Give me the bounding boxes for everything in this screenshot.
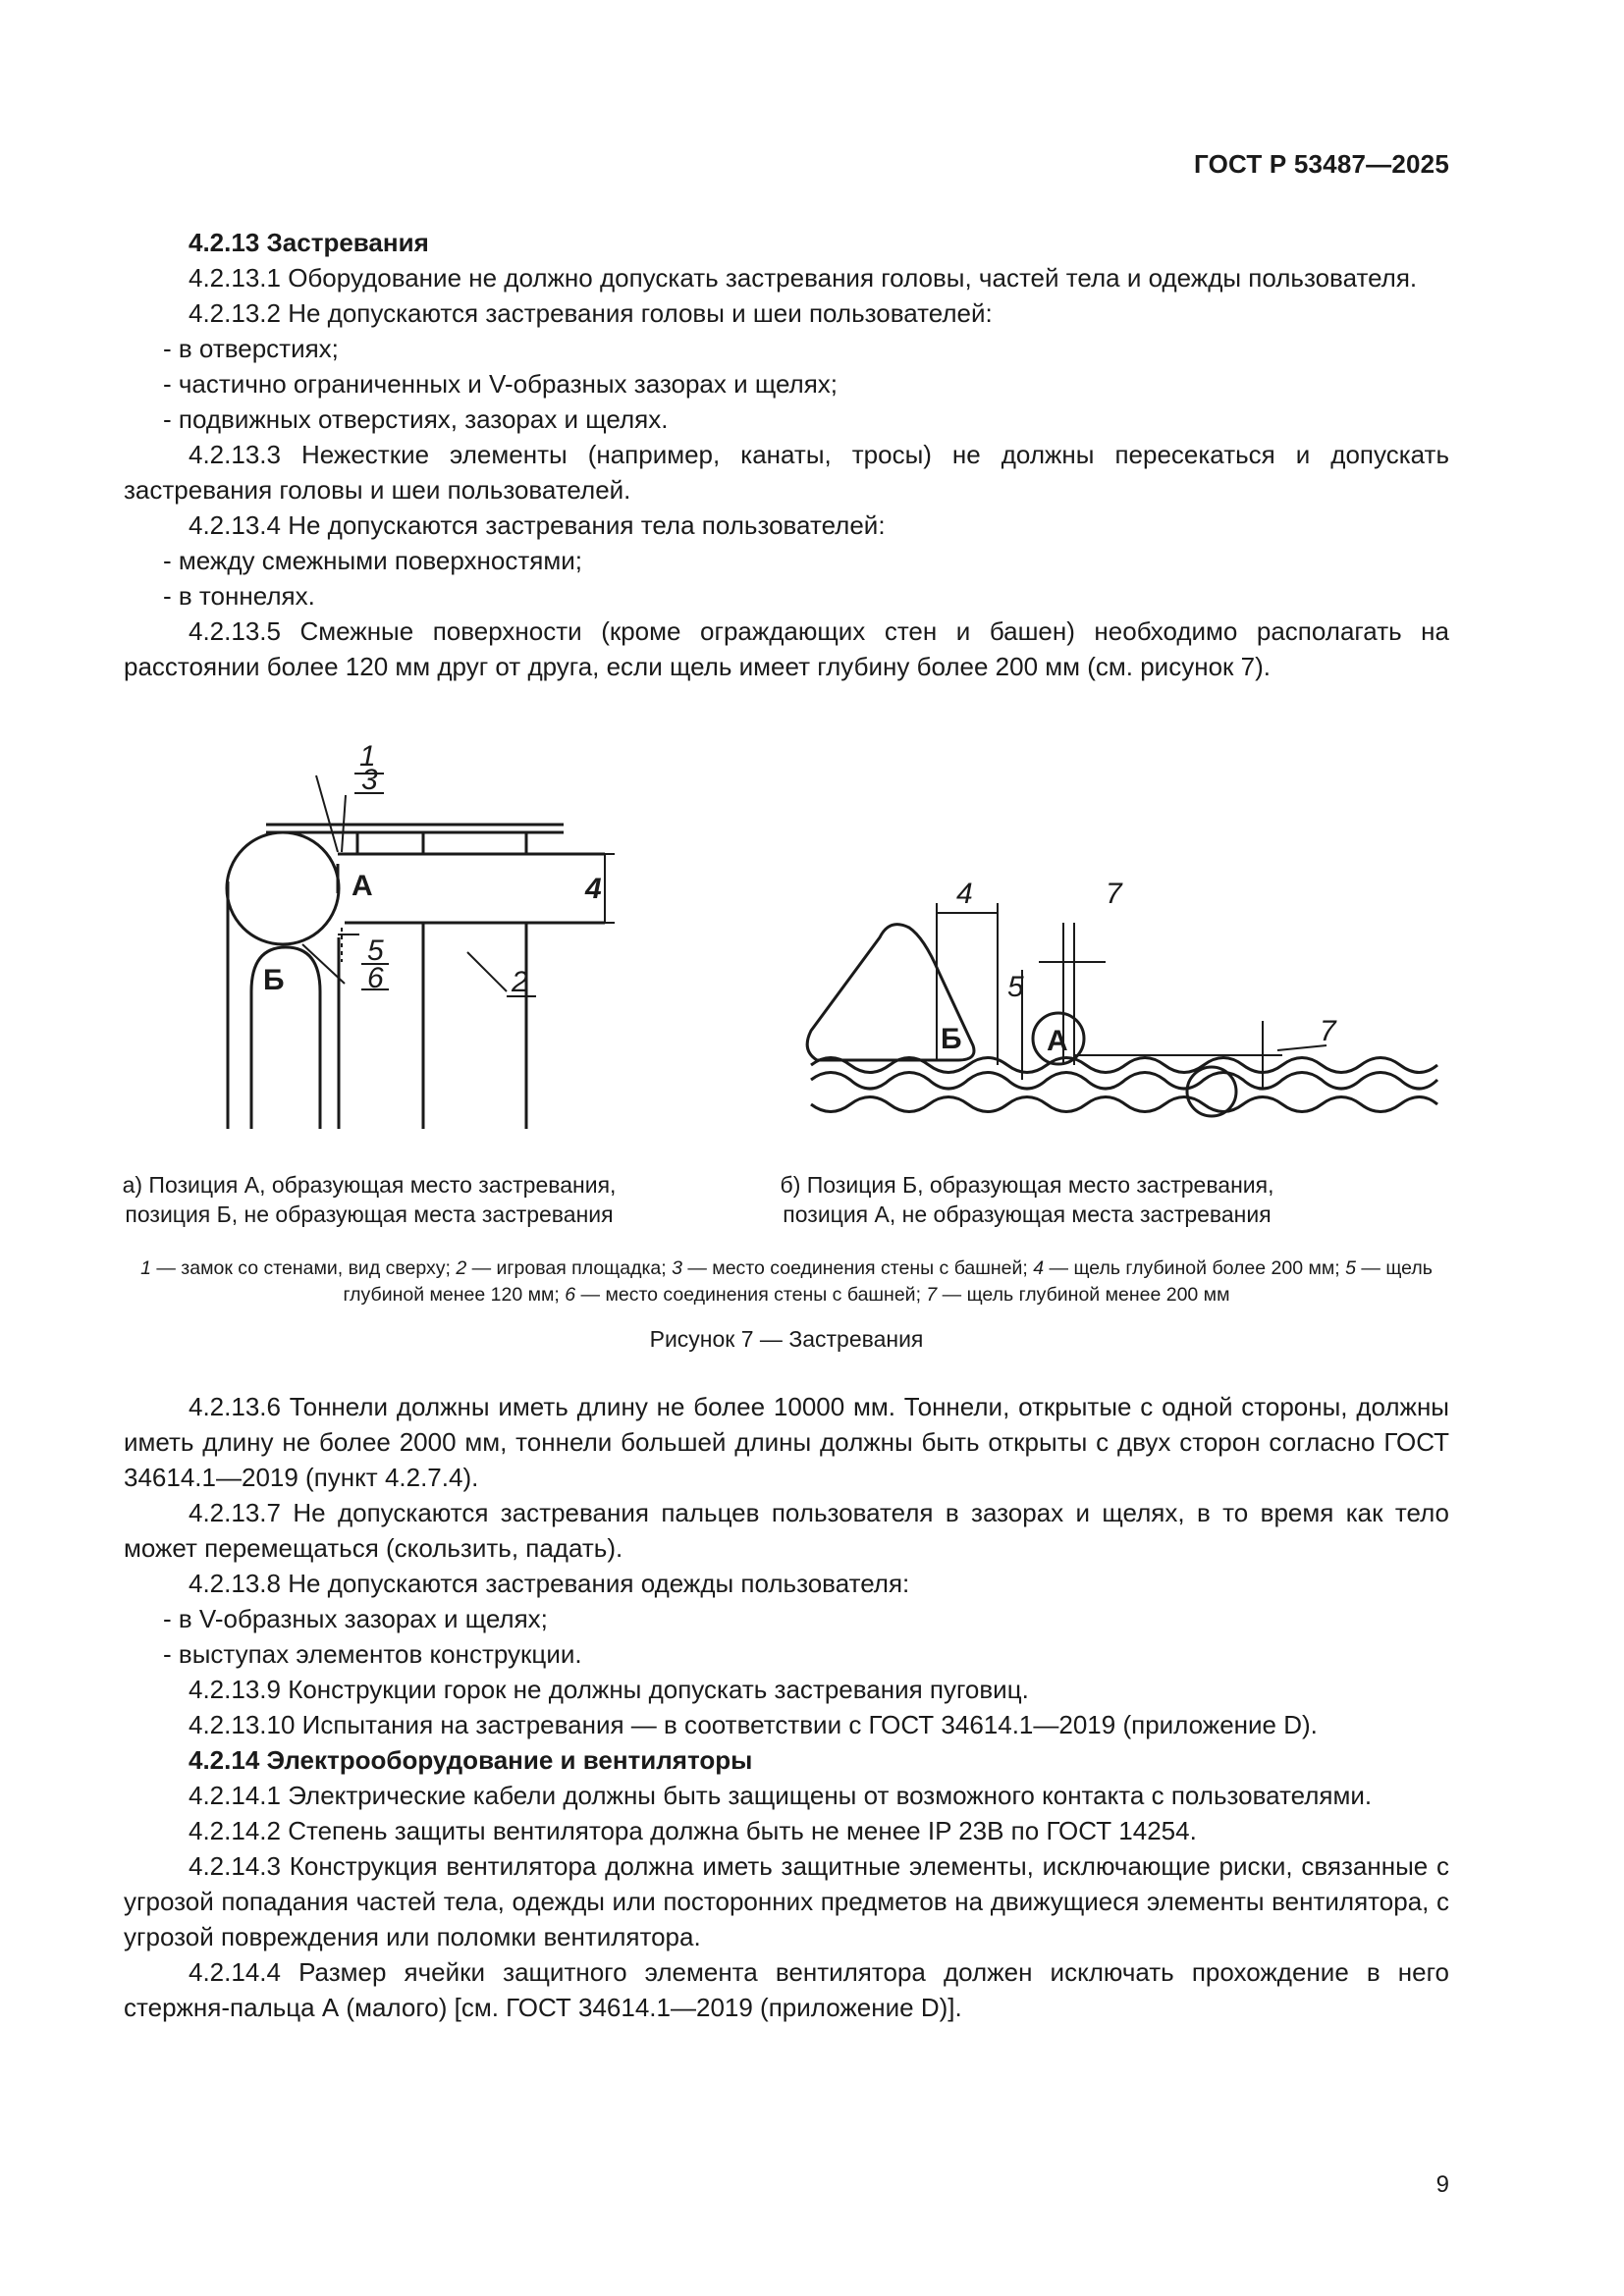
leader-1 (316, 775, 338, 852)
figure-caption: Рисунок 7 — Застревания (649, 1326, 924, 1352)
slide-surface (811, 1073, 1437, 1090)
legend-num: 4 (1033, 1257, 1045, 1279)
section-title: 4.2.14 Электрооборудование и вентиляторы (189, 1745, 753, 1775)
paragraph: 4.2.13.9 Конструкции горок не должны допускать застревания пуговиц. (189, 1675, 1029, 1704)
list-item: - в V-образных зазорах и щелях; (124, 1601, 1449, 1636)
list-item: - между смежными поверхностями; (124, 543, 1449, 578)
legend-num: 1 (140, 1257, 151, 1279)
label-4b: 4 (956, 878, 973, 910)
list-item: - частично ограниченных и V-образных зазорах и щелях; (124, 366, 1449, 401)
drawing-b (807, 903, 1437, 1116)
paragraph: 4.2.13.4 Не допускаются застревания тела пользователей: (189, 510, 886, 540)
label-5a: 5 (367, 934, 384, 967)
label-5b: 5 (1007, 971, 1024, 1003)
label-6: 6 (367, 962, 384, 994)
legend-text: — щель глубиной менее 200 мм (937, 1284, 1230, 1306)
figure-7-drawing (124, 726, 1449, 1188)
legend-text: — щель глубиной менее 120 мм; (343, 1257, 1433, 1306)
subcaption-b (713, 1170, 1341, 1229)
legend-text: — место соединения стены с башней; (681, 1257, 1034, 1279)
figure-legend (124, 1255, 1449, 1308)
legend-text: — щель глубиной более 200 мм; (1044, 1257, 1346, 1279)
paragraph: 4.2.13.5 Смежные поверхности (кроме ограждающих стен и башен) необходимо располагать на расстоянии более 120 мм друг от друга, если щель имеет глубину более 200 мм (см. рисунок 7). (124, 616, 1449, 681)
list-item: - выступах элементов конструкции. (124, 1636, 1449, 1672)
paragraph: 4.2.14.3 Конструкция вентилятора должна иметь защитные элементы, исключающие риски, связанные с угрозой попадания частей тела, одежды или посторонних предметов на движущиеся элементы вентилятора, с угрозой повреждения или поломки вентилятора. (124, 1851, 1449, 1951)
section-continued (124, 1389, 1449, 2025)
paragraph: 4.2.14.4 Размер ячейки защитного элемента вентилятора должен исключать прохождение в него стержня-пальца А (малого) [см. ГОСТ 34614.1—2019 (приложение D)]. (124, 1957, 1449, 2022)
label-3: 3 (361, 764, 378, 796)
subcaption-line: а) Позиция А, образующая место застревания, (122, 1172, 617, 1198)
subcaption-line: позиция А, не образующая места застревания (783, 1201, 1272, 1227)
section-title: 4.2.13 Застревания (189, 228, 429, 257)
list-item: - в тоннелях. (124, 578, 1449, 614)
section-4-2-13 (124, 225, 1449, 684)
leader-2 (467, 952, 507, 991)
paragraph: 4.2.13.2 Не допускаются застревания головы и шеи пользователей: (189, 298, 993, 328)
slide-surface (811, 1097, 1437, 1112)
legend-text: — игровая площадка; (466, 1257, 673, 1279)
paragraph: 4.2.14.1 Электрические кабели должны быть защищены от возможного контакта с пользователями. (189, 1781, 1373, 1810)
legend-num: 7 (926, 1284, 938, 1306)
paragraph: 4.2.13.8 Не допускаются застревания одежды пользователя: (189, 1569, 910, 1598)
legend-num: 3 (672, 1257, 682, 1279)
paragraph: 4.2.13.1 Оборудование не должно допускать застревания головы, частей тела и одежды пользователя. (189, 263, 1418, 293)
label-1: 1 (359, 740, 376, 773)
paragraph: 4.2.14.2 Степень защиты вентилятора должна быть не менее IP 23B по ГОСТ 14254. (189, 1816, 1197, 1845)
tower-circle (227, 832, 339, 944)
subcaption-a (55, 1170, 683, 1229)
legend-num: 5 (1345, 1257, 1356, 1279)
paragraph: 4.2.13.7 Не допускаются застревания пальцев пользователя в зазорах и щелях, в то время как тело может перемещаться (скользить, падать). (124, 1498, 1449, 1563)
subcaption-line: позиция Б, не образующая места застревания (125, 1201, 614, 1227)
label-pos-b-left: Б (263, 964, 285, 996)
paragraph: 4.2.13.10 Испытания на застревания — в соответствии с ГОСТ 34614.1—2019 (приложение D). (189, 1710, 1318, 1739)
page-number: 9 (1435, 2171, 1449, 2198)
figure-7 (124, 726, 1449, 1188)
paragraph: 4.2.13.3 Нежесткие элементы (например, канаты, тросы) не должны пересекаться и допускать застревания головы и шеи пользователей. (124, 440, 1449, 505)
label-7b: 7 (1320, 1015, 1336, 1047)
label-7a: 7 (1106, 878, 1122, 910)
legend-text: — место соединения стены с башней; (575, 1284, 927, 1306)
tower-b (251, 947, 320, 1129)
paragraph: 4.2.13.6 Тоннели должны иметь длину не более 10000 мм. Тоннели, открытые с одной стороны, должны иметь длину не более 2000 мм, тоннели большей длины должны быть открыты с двух сторон согласно ГОСТ 34614.1—2019 (пункт 4.2.7.4). (124, 1392, 1449, 1492)
label-pos-b-right: Б (941, 1023, 962, 1055)
drawing-a (227, 774, 615, 1129)
legend-num: 6 (565, 1284, 576, 1306)
label-4a: 4 (585, 873, 602, 905)
label-pos-a-right: А (1047, 1025, 1068, 1057)
list-item: - подвижных отверстиях, зазорах и щелях. (124, 401, 1449, 437)
legend-text: — замок со стенами, вид сверху; (150, 1257, 457, 1279)
label-2: 2 (512, 966, 528, 998)
list-item: - в отверстиях; (124, 331, 1449, 366)
document-header: ГОСТ Р 53487—2025 (1194, 149, 1449, 179)
label-pos-a-left: А (352, 870, 373, 902)
legend-num: 2 (456, 1257, 467, 1279)
subcaption-line: б) Позиция Б, образующая место застревания, (780, 1172, 1274, 1198)
